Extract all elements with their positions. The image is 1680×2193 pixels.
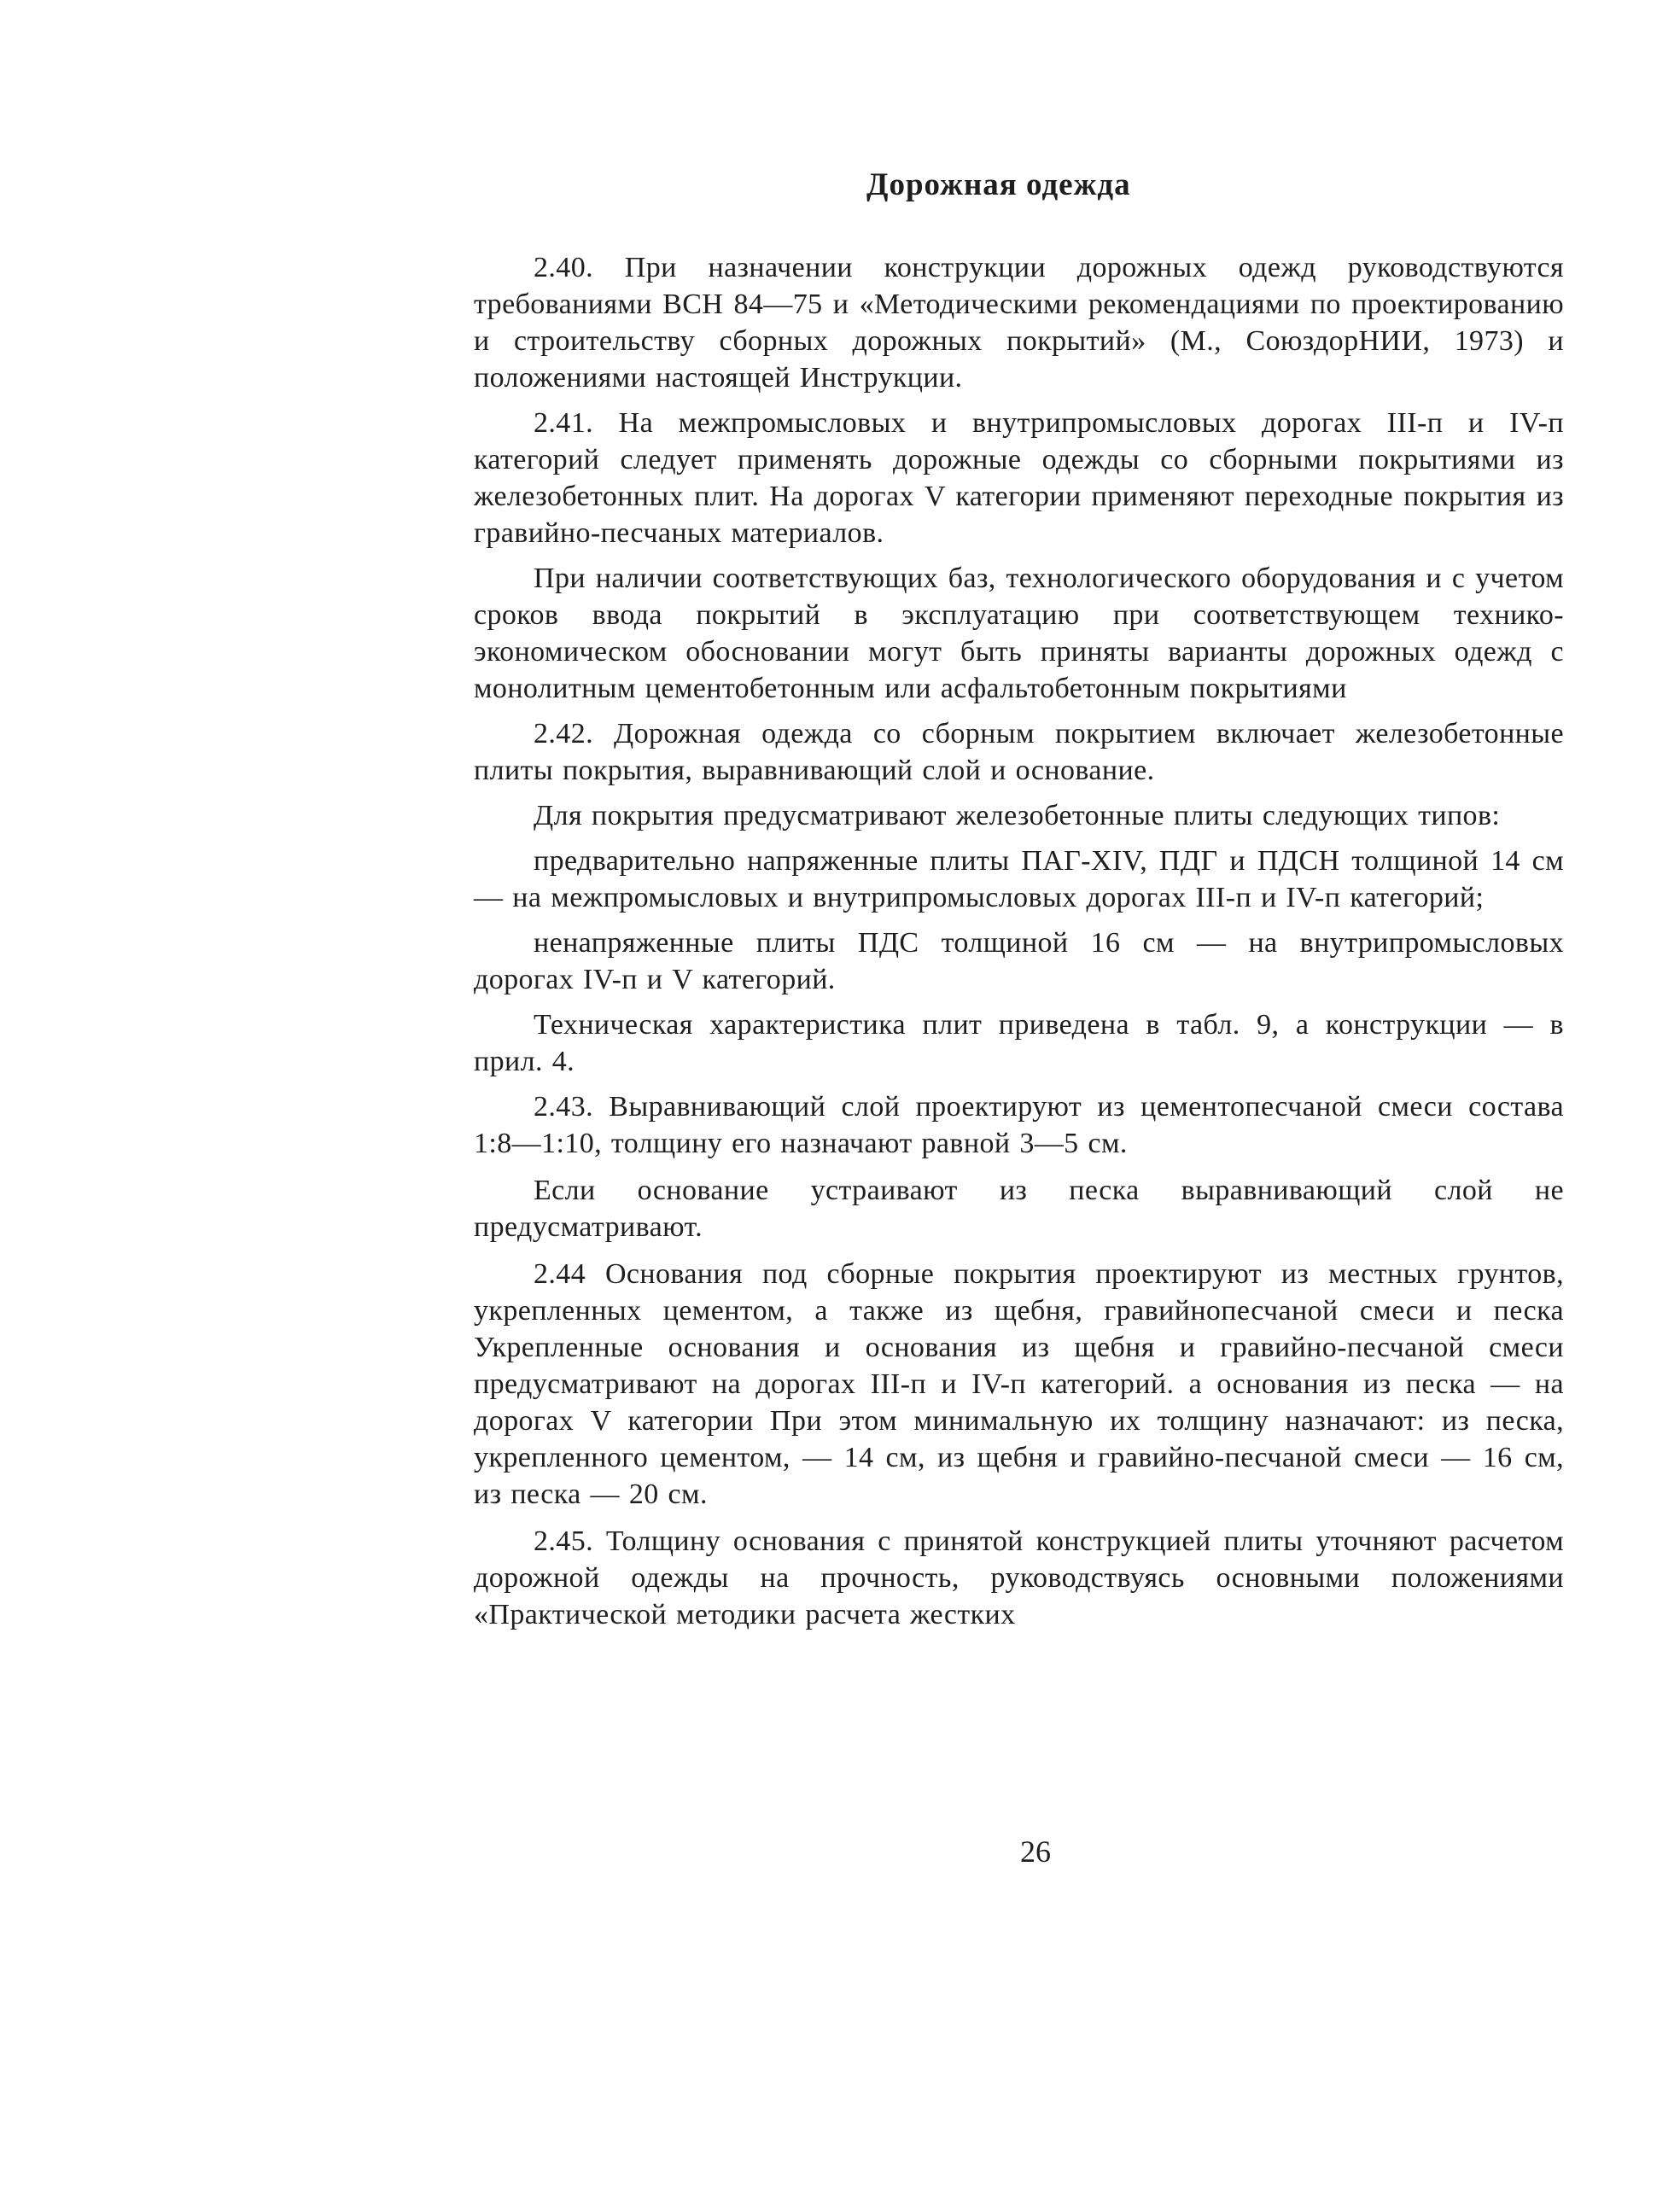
paragraph-2-44: 2.44 Основания под сборные покрытия проектируют из местных грунтов, укрепленных цементом, а также из щебня, гравийнопесчаной смеси и песка Укрепленные основания и основания из щебня и гравийно-песчаной смеси предусматривают на дорогах III-п и IV-п категорий. а основания из песка — на дорогах V категории При этом минимальную их толщину назначают: из песка, укрепленного цементом, — 14 см, из щебня и гравийно-песчаной смеси — 16 см, из песка — 20 см. — [474, 1258, 1564, 1510]
paragraph-2-41: 2.41. На межпромысловых и внутрипромысловых дорогах III-п и IV-п категорий следует применять дорожные одежды со сборными покрытиями из железобетонных плит. На дорогах V категории применяют переходные покрытия из гравийно-песчаных материалов. — [474, 407, 1564, 549]
paragraph-2-45: 2.45. Толщину основания с принятой конструкцией плиты уточняют расчетом дорожной одежды на прочность, руководствуясь основными положениями «Практической методики расчета жестких — [474, 1525, 1564, 1630]
paragraph-slab-characteristics: Техническая характеристика плит приведена в табл. 9, а конструкции — в прил. 4. — [474, 1009, 1564, 1077]
list-item-non-prestressed-slabs: ненапряженные плиты ПДС толщиной 16 см — на внутрипромысловых дорогах IV-п и V категорий. — [474, 927, 1564, 995]
paragraph-alternative-pavements: При наличии соответствующих баз, технологического оборудования и с учетом сроков ввода покрытий в эксплуатацию при соответствующем технико-экономическом обосновании могут быть приняты варианты дорожных одежд с монолитным цементобетонным или асфальтобетонным покрытиями — [474, 563, 1564, 704]
paragraph-2-42: 2.42. Дорожная одежда со сборным покрытием включает железобетонные плиты покрытия, выравнивающий слой и основание. — [474, 718, 1564, 786]
section-title: Дорожная одежда — [866, 167, 1131, 202]
paragraph-2-40: 2.40. При назначении конструкции дорожных одежд руководствуются требованиями ВСН 84—75 и «Методическими рекомендациями по проектированию и строительству сборных дорожных покрытий» (М., СоюздорНИИ, 1973) и положениями настоящей Инструкции. — [474, 252, 1564, 394]
paragraph-sand-base-note: Если основание устраивают из песка выравнивающий слой не предусматривают. — [474, 1175, 1564, 1243]
paragraph-slab-types-intro: Для покрытия предусматривают железобетонные плиты следующих типов: — [534, 800, 1501, 831]
list-item-prestressed-slabs: предварительно напряженные плиты ПАГ-XIV, ПДГ и ПДСН толщиной 14 см — на межпромысловых и внутрипромысловых дорогах III-п и IV-п категорий; — [474, 845, 1564, 913]
paragraph-2-43: 2.43. Выравнивающий слой проектируют из цементопесчаной смеси состава 1:8—1:10, толщину его назначают равной 3—5 см. — [474, 1091, 1564, 1159]
page-number: 26 — [1020, 1834, 1051, 1869]
body-text — [474, 249, 1564, 1642]
